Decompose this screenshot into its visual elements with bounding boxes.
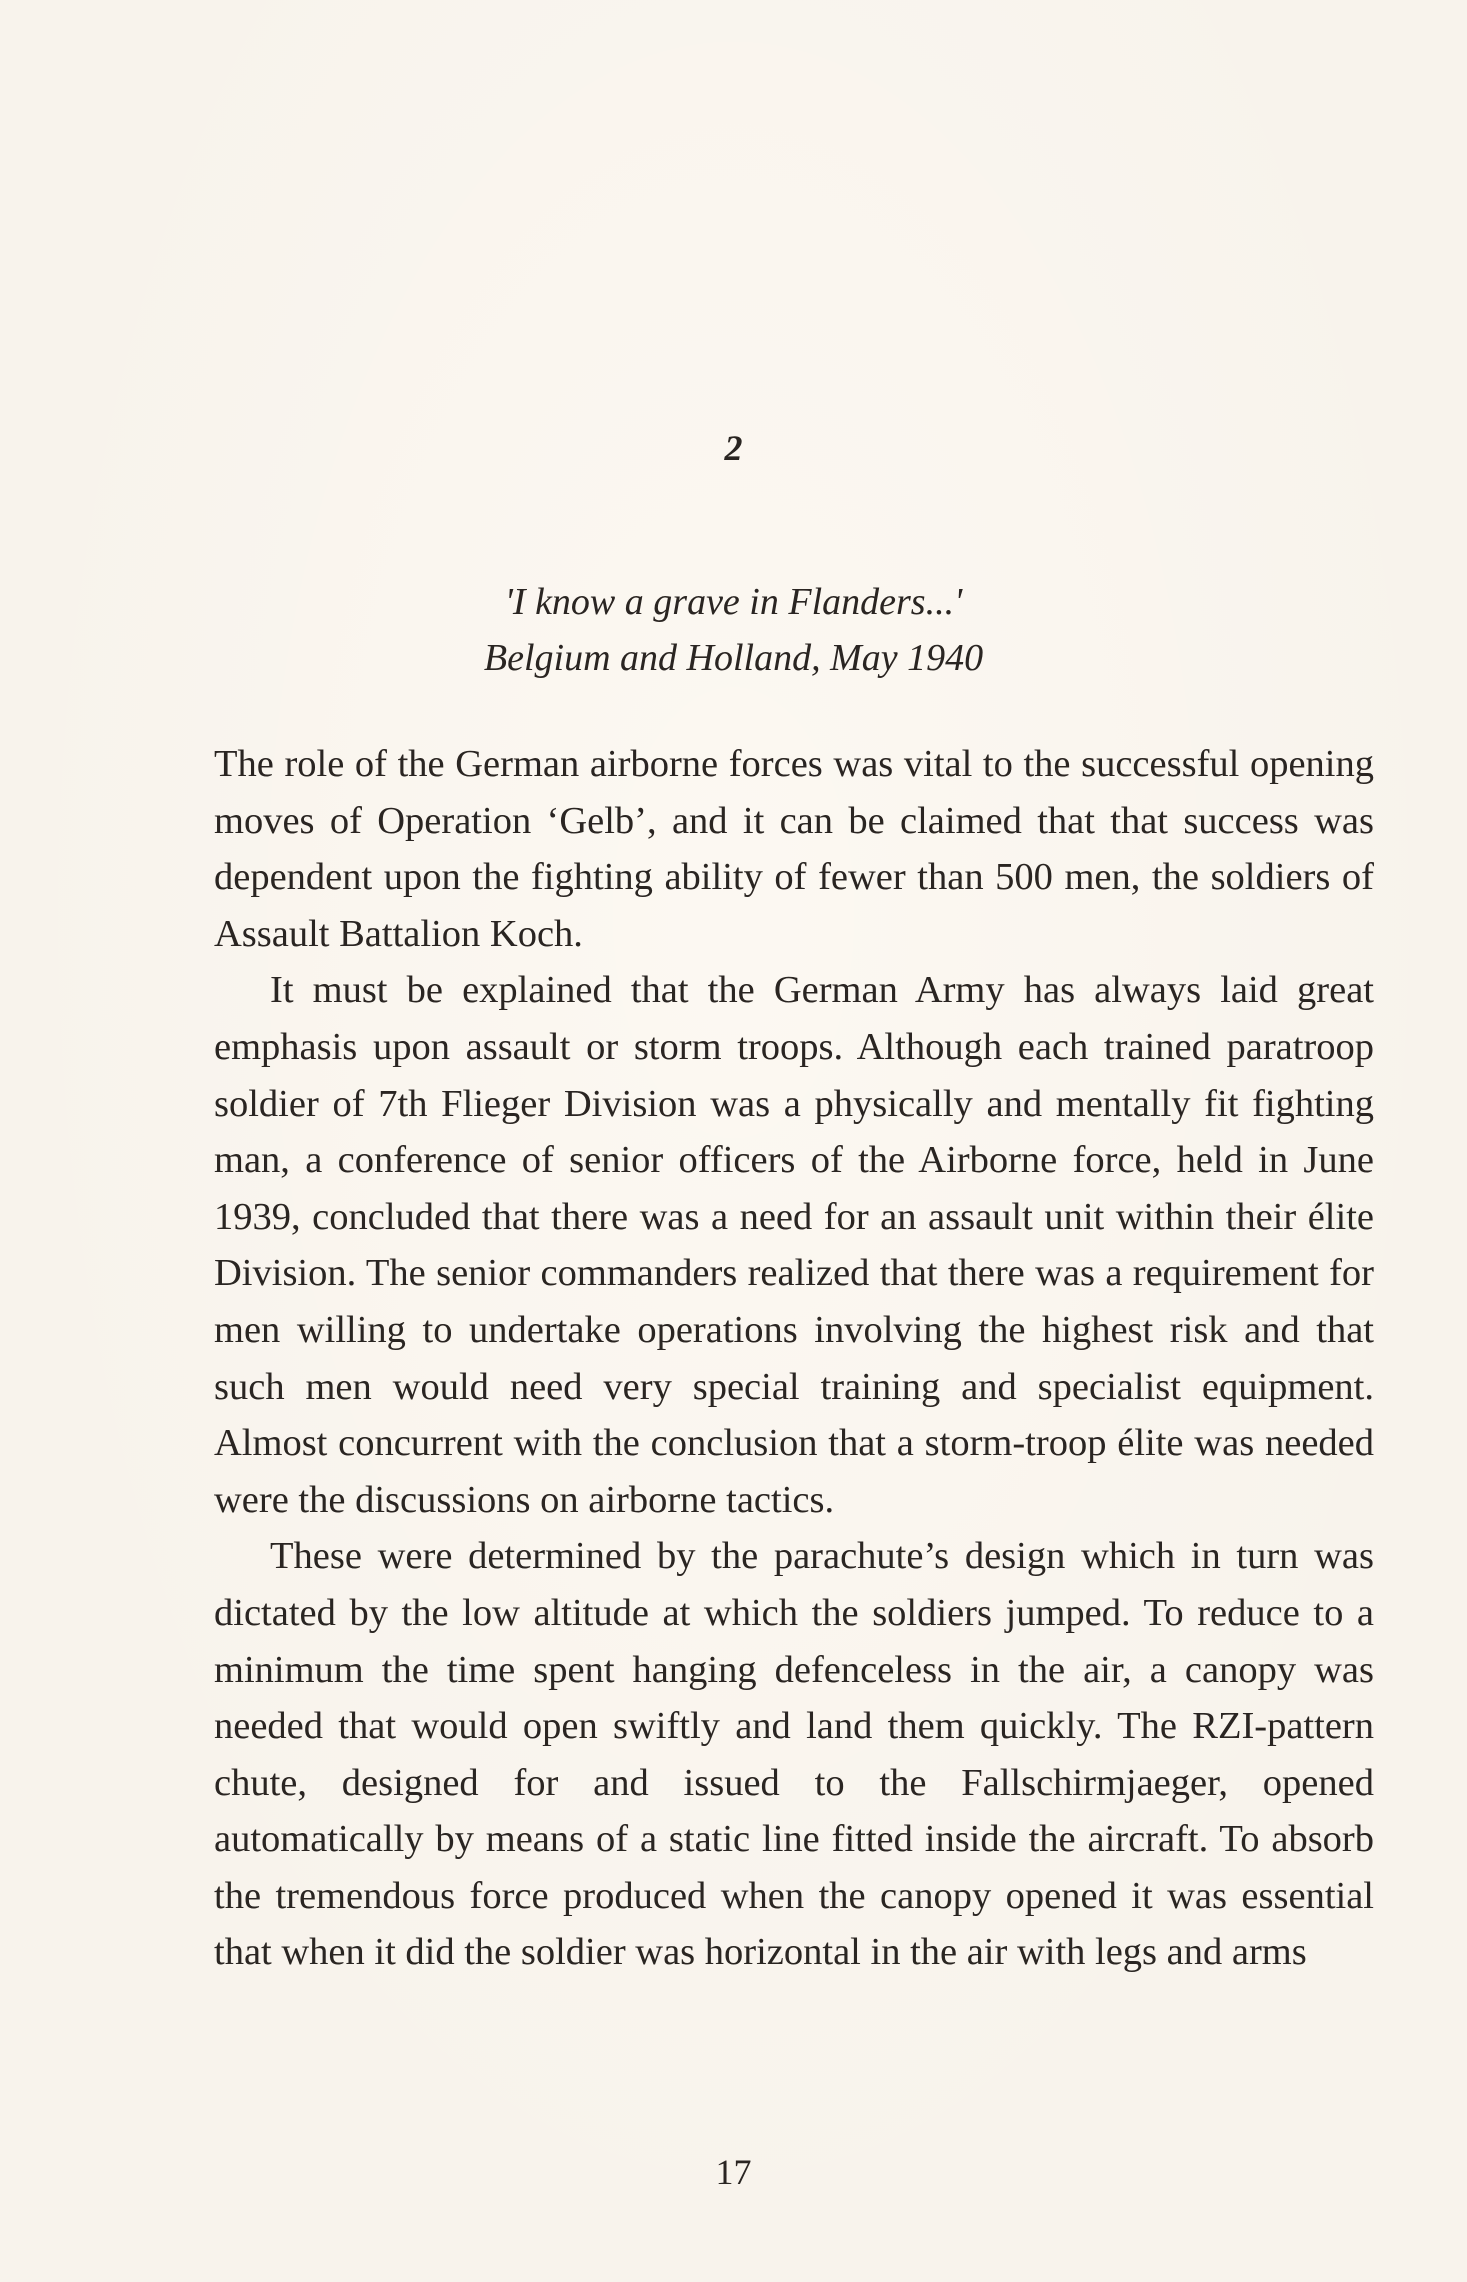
body-text [214,736,1374,1981]
paragraph-1: The role of the German airborne forces was vital to the successful opening moves of Operation ‘Gelb’, and it can be claimed that that success was dependent upon the fighting ability of fewer than 500 men, the soldiers of Assault Battalion Koch. [214,743,1374,955]
chapter-title: 'I know a grave in Flanders...' [504,581,963,623]
chapter-number: 2 [724,428,743,468]
paragraph-2: It must be explained that the German Army has always laid great emphasis upon assault or storm troops. Although each trained paratroop soldier of 7th Flieger Division was a physically and mentally fit fighting man, a conference of senior officers of the Airborne force, held in June 1939, concluded that there was a need for an assault unit within their élite Division. The senior commanders realized that there was a requirement for men willing to undertake operations involving the highest risk and that such men would need very special training and specialist equipment. Almost concurrent with the conclusion that a storm-troop élite was needed were the discussions on airborne tactics. [214,969,1374,1521]
page-number: 17 [715,2152,752,2192]
paragraph-3: These were determined by the parachute’s design which in turn was dictated by the low altitude at which the soldiers jumped. To reduce to a minimum the time spent hanging defenceless in the air, a canopy was needed that would open swiftly and land them quickly. The RZI-pattern chute, designed for and issued to the Fallschirmjaeger, opened automatically by means of a static line fitted inside the aircraft. To absorb the tremendous force produced when the canopy opened it was essential that when it did the soldier was horizontal in the air with legs and arms [214,1535,1374,1974]
chapter-subtitle: Belgium and Holland, May 1940 [483,637,984,679]
chapter-heading [0,574,1467,686]
